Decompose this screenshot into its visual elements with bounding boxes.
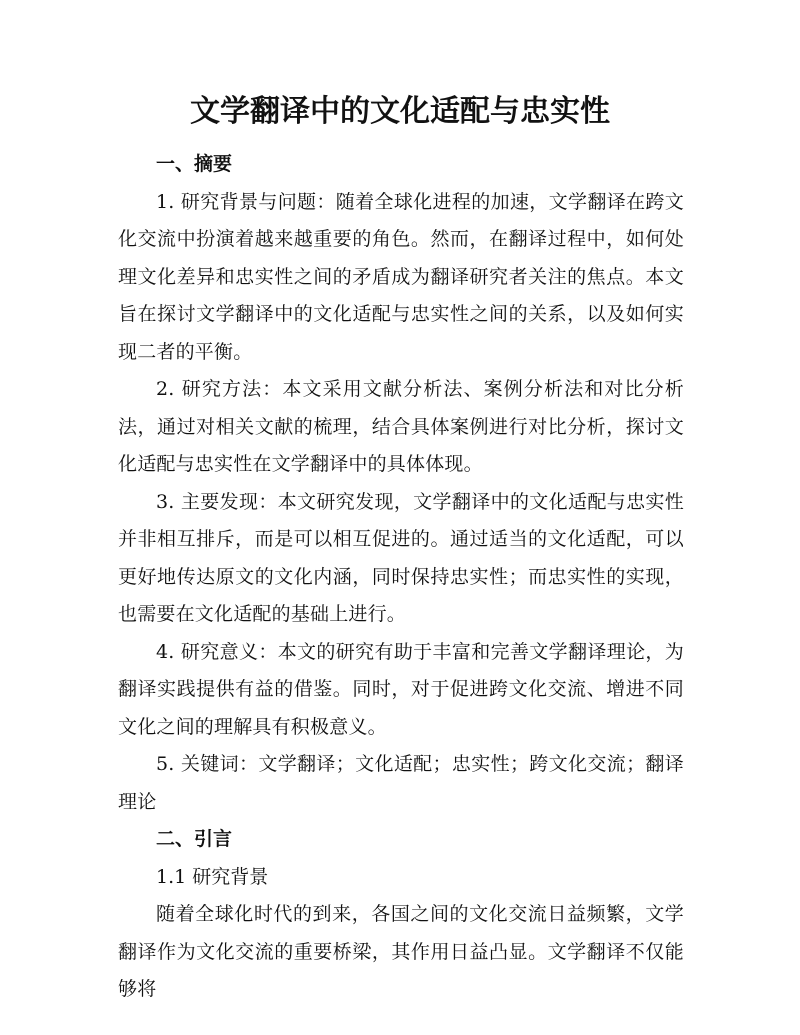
introduction-paragraph: 随着全球化时代的到来，各国之间的文化交流日益频繁，文学翻译作为文化交流的重要桥梁，其作用日益凸显。文学翻译不仅能够将 (118, 903, 684, 1000)
abstract-item-significance: 4. 研究意义：本文的研究有助于丰富和完善文学翻译理论，为翻译实践提供有益的借鉴。同时，对于促进跨文化交流、增进不同文化之间的理解具有积极意义。 (118, 640, 684, 738)
document-title: 文学翻译中的文化适配与忠实性 (190, 94, 610, 129)
section-heading-introduction: 二、引言 (156, 828, 233, 850)
abstract-item-keywords: 5. 关键词：文学翻译；文化适配；忠实性；跨文化交流；翻译理论 (118, 753, 684, 813)
abstract-item-findings: 3. 主要发现：本文研究发现，文学翻译中的文化适配与忠实性并非相互排斥，而是可以相互促进的。通过适当的文化适配，可以更好地传达原文的文化内涵，同时保持忠实性；而忠实性的实现，也需要在文化适配的基础上进行。 (118, 490, 684, 625)
section-heading-abstract: 一、摘要 (156, 153, 233, 175)
subsection-heading-background: 1.1 研究背景 (156, 865, 269, 888)
abstract-item-background: 1. 研究背景与问题：随着全球化进程的加速，文学翻译在跨文化交流中扮演着越来越重要的角色。然而，在翻译过程中，如何处理文化差异和忠实性之间的矛盾成为翻译研究者关注的焦点。本文旨在探讨文学翻译中的文化适配与忠实性之间的关系，以及如何实现二者的平衡。 (118, 190, 684, 363)
abstract-item-methods: 2. 研究方法：本文采用文献分析法、案例分析法和对比分析法，通过对相关文献的梳理，结合具体案例进行对比分析，探讨文化适配与忠实性在文学翻译中的具体体现。 (118, 378, 684, 475)
document-body (118, 146, 684, 1009)
